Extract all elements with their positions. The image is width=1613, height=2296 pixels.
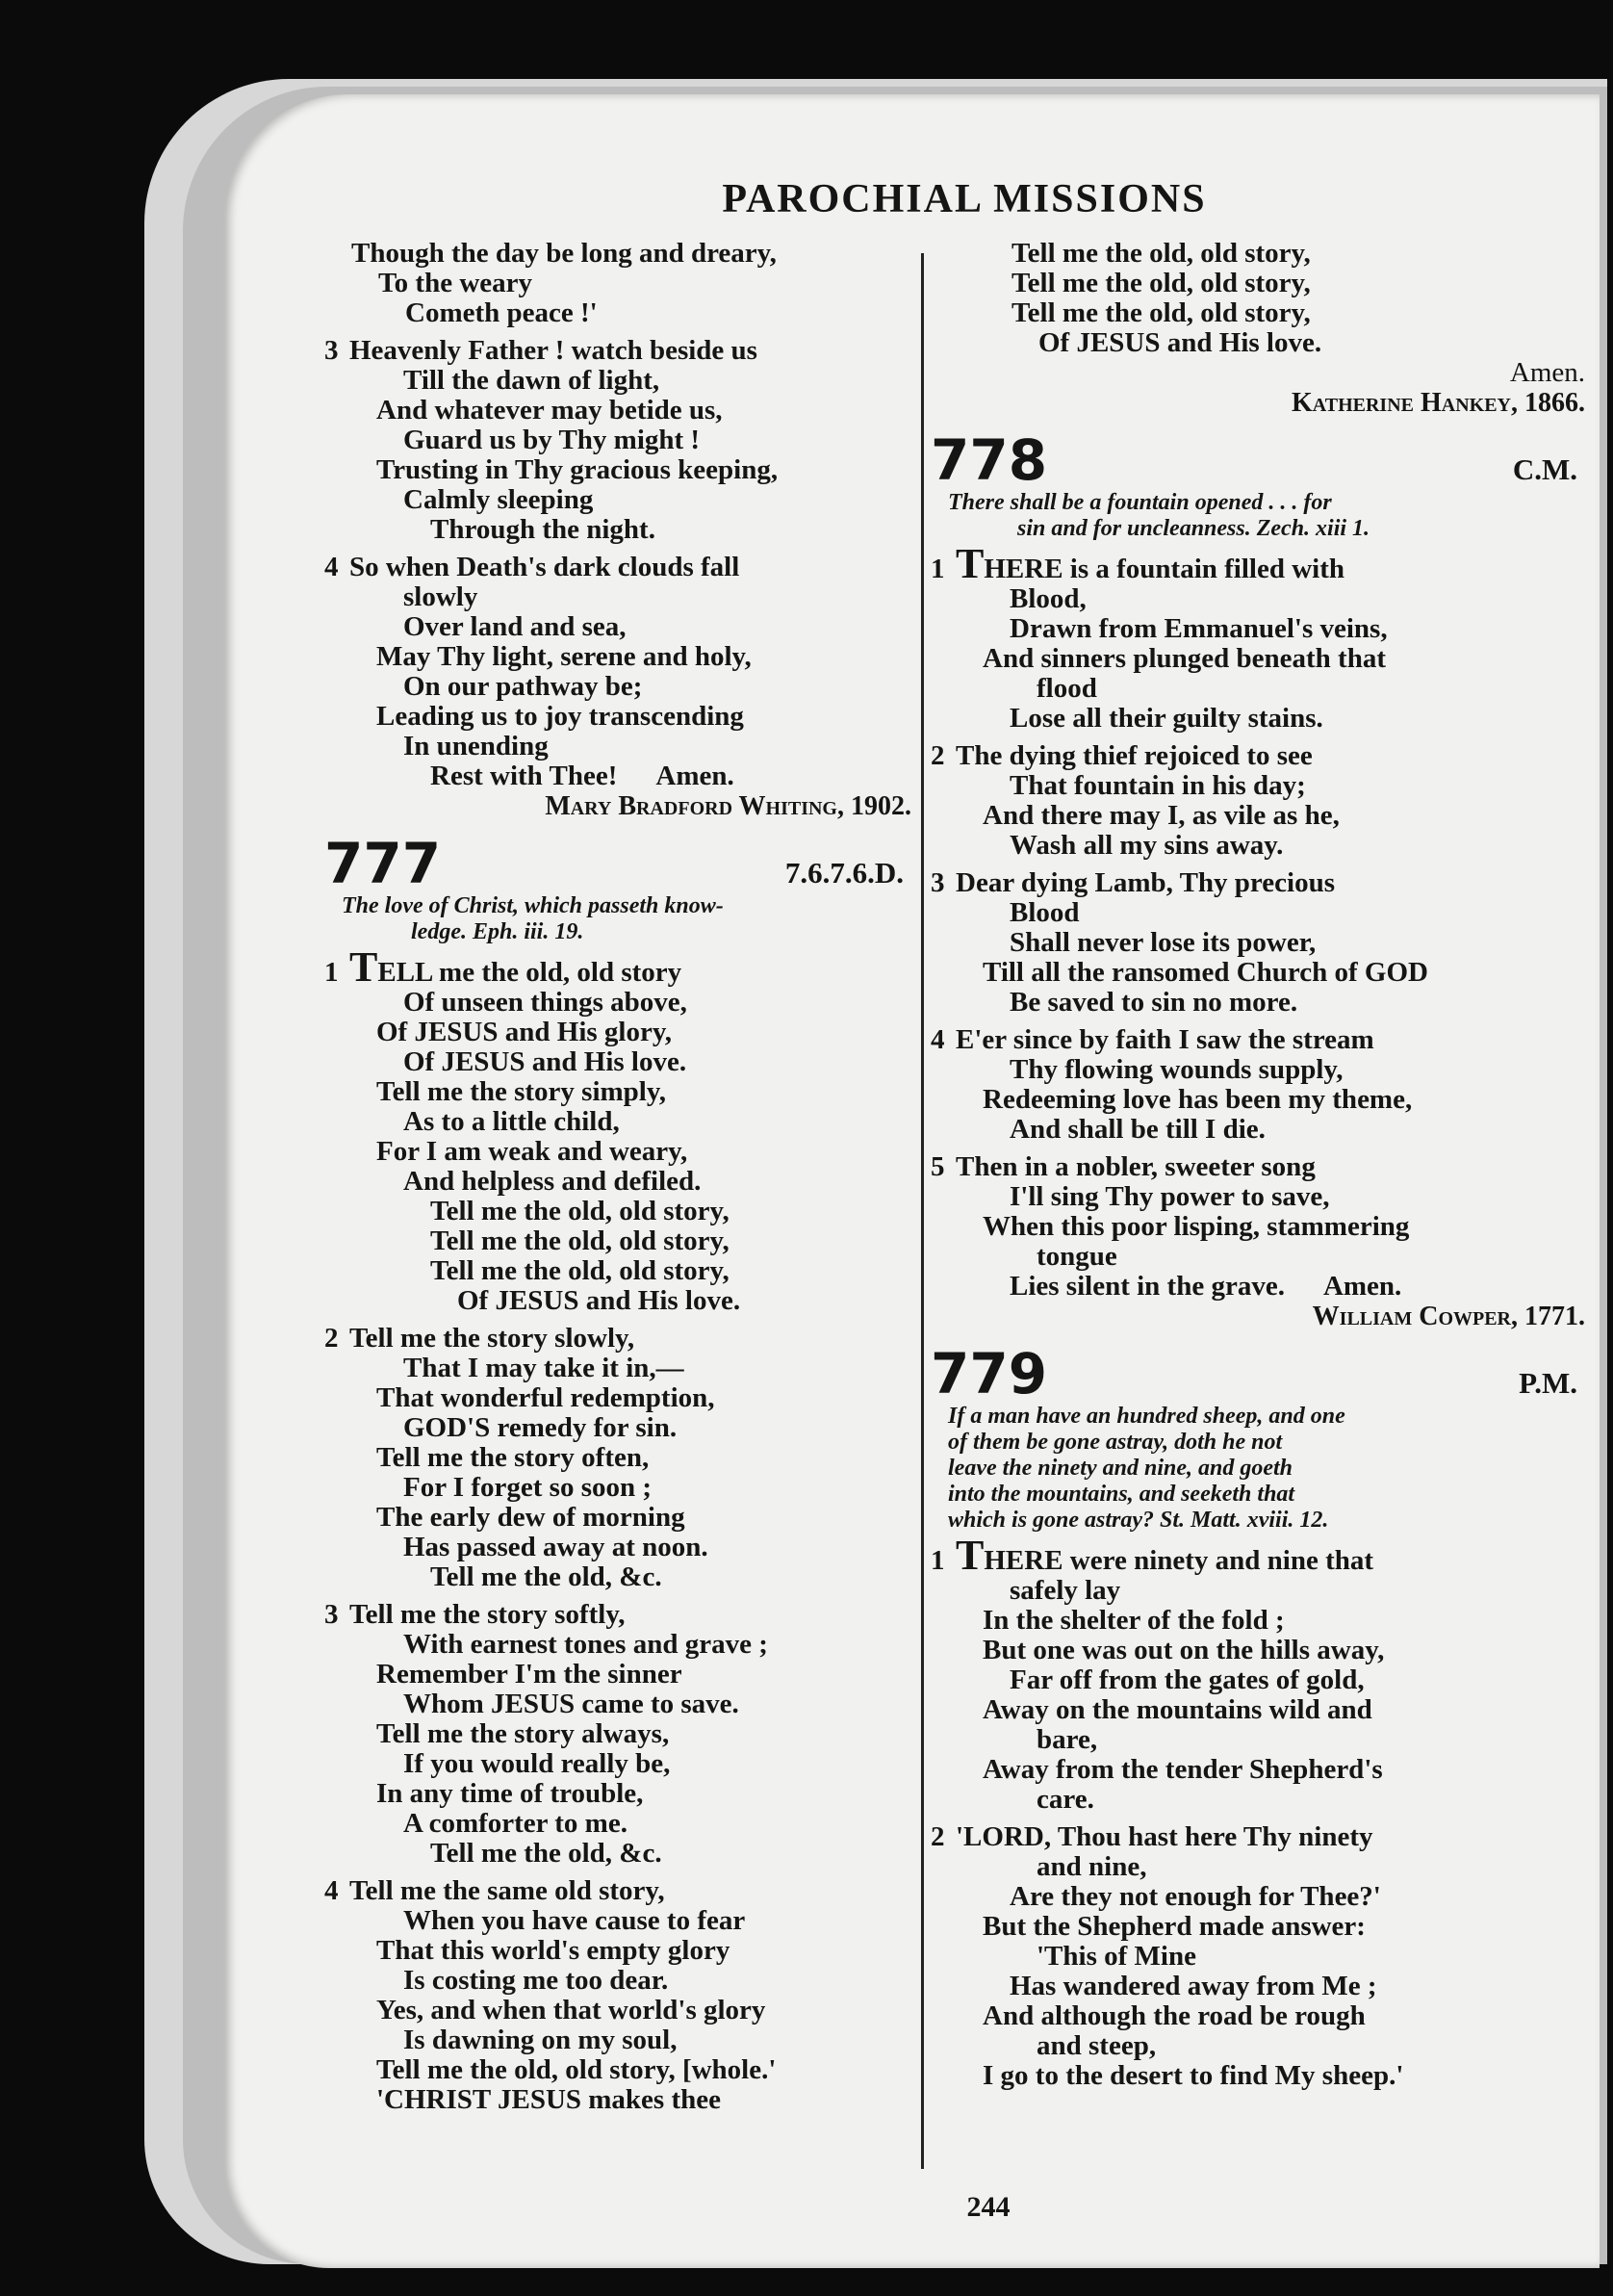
- verse-line: And whatever may betide us,: [376, 395, 723, 426]
- right-column: [931, 239, 1585, 2091]
- amen: Amen.: [1322, 1271, 1402, 1302]
- verse-line: Be saved to sin no more.: [1010, 987, 1298, 1018]
- verse-line: As to a little child,: [403, 1106, 620, 1137]
- verse-line: Rest with Thee! Amen.: [430, 761, 734, 791]
- verse-line: Tell me the old, &c.: [430, 1561, 662, 1592]
- verse-line: In the shelter of the fold ;: [983, 1605, 1285, 1636]
- verse-line: Tell me the story always,: [376, 1718, 670, 1749]
- verse: [931, 741, 1585, 861]
- verse-line: 'CHRIST JESUS makes thee: [376, 2084, 721, 2115]
- verse-line: And sinners plunged beneath that: [983, 643, 1386, 674]
- verse-number: 3: [324, 335, 339, 366]
- verse-line: And there may I, as vile as he,: [983, 800, 1340, 831]
- verse-line-text: So when Death's dark clouds fall: [349, 552, 740, 582]
- verse-line: That I may take it in,—: [403, 1353, 684, 1383]
- verse-number: 2: [931, 1821, 945, 1852]
- scripture-epigraph: into the mountains, and seeketh that: [948, 1482, 1295, 1507]
- verse-line: Wash all my sins away.: [1010, 830, 1284, 861]
- verse-line: Lies silent in the grave. Amen.: [1010, 1271, 1402, 1302]
- verse-line: Tell me the old, old story,: [1011, 297, 1311, 328]
- verse-line: On our pathway be;: [403, 671, 643, 702]
- verse: [931, 868, 1585, 1018]
- verse-line: Guard us by Thy might !: [403, 425, 701, 455]
- verse-line: Of JESUS and His love.: [1038, 327, 1322, 358]
- scripture-epigraph: sin and for uncleanness. Zech. xiii 1.: [1017, 516, 1370, 541]
- verse-line-text: Heavenly Father ! watch beside us: [349, 335, 757, 366]
- verse-line: [931, 1822, 1585, 1852]
- verse-line: Over land and sea,: [403, 611, 627, 642]
- verse-line-text: Dear dying Lamb, Thy precious: [956, 867, 1335, 898]
- verse-line: Tell me the old, old story,: [1011, 268, 1311, 298]
- verse-line-text: Tell me the story softly,: [349, 1599, 626, 1630]
- verse-line: 'This of Mine: [1037, 1941, 1196, 1972]
- verse-line: [931, 1152, 1585, 1182]
- hymn-number: 779: [931, 1341, 1048, 1406]
- hymn-author: Katherine Hankey, 1866.: [1292, 388, 1585, 418]
- verse-number: 4: [931, 1024, 945, 1055]
- verse-line: care.: [1037, 1784, 1094, 1815]
- verse: [324, 336, 911, 545]
- amen: Amen.: [1509, 357, 1585, 388]
- verse-line: Cometh peace !': [405, 297, 598, 328]
- verse-line: Whom JESUS came to save.: [403, 1689, 739, 1719]
- verse-line: In unending: [403, 731, 549, 761]
- verse-line: [324, 1600, 911, 1630]
- verse-number: 1: [931, 1545, 945, 1576]
- verse-line: That wonderful redemption,: [376, 1382, 715, 1413]
- verse-line: Tell me the old, &c.: [430, 1838, 662, 1869]
- verse-line: Till the dawn of light,: [403, 365, 660, 396]
- drop-capital: T: [956, 540, 985, 587]
- verse-line: Trusting in Thy gracious keeping,: [376, 454, 779, 485]
- verse-number: 3: [324, 1599, 339, 1630]
- verse-number: 3: [931, 867, 945, 898]
- verse-line: Tell me the old, old story,: [430, 1225, 730, 1256]
- verse-line: safely lay: [1010, 1575, 1121, 1606]
- verse-line: Far off from the gates of gold,: [1010, 1664, 1365, 1695]
- verse-number: 2: [931, 740, 945, 771]
- verse-line: Shall never lose its power,: [1010, 927, 1317, 958]
- verse-line: But the Shepherd made answer:: [983, 1911, 1366, 1942]
- verse-line: Has passed away at noon.: [403, 1532, 708, 1562]
- verse-line: slowly: [403, 581, 478, 612]
- verse-line: With earnest tones and grave ;: [403, 1629, 768, 1660]
- drop-capital: T: [349, 943, 378, 991]
- hymn-meter: C.M.: [1512, 452, 1577, 486]
- verse: [324, 1600, 911, 1869]
- verse-line: GOD'S remedy for sin.: [403, 1412, 678, 1443]
- verse-number: 4: [324, 552, 339, 582]
- verse-line: Away on the mountains wild and: [983, 1694, 1372, 1725]
- verse-line: Through the night.: [430, 514, 655, 545]
- scripture-epigraph: If a man have an hundred sheep, and one: [948, 1404, 1345, 1429]
- hymn-author: Mary Bradford Whiting, 1902.: [545, 791, 911, 821]
- verse-line: Tell me the old, old story,: [430, 1255, 730, 1286]
- verse-line: That this world's empty glory: [376, 1935, 730, 1966]
- hymn-heading: [931, 427, 1585, 493]
- verse-line: [324, 336, 911, 366]
- verse-line: And shall be till I die.: [1010, 1114, 1266, 1145]
- verse-line: Thy flowing wounds supply,: [1010, 1054, 1344, 1085]
- scripture-epigraph: of them be gone astray, doth he not: [948, 1430, 1283, 1455]
- verse-line: [324, 1324, 911, 1354]
- verse: [931, 1152, 1585, 1302]
- verse-line: For I forget so soon ;: [403, 1472, 653, 1503]
- verse-line: Lose all their guilty stains.: [1010, 703, 1323, 734]
- verse-line: tongue: [1037, 1241, 1117, 1272]
- verse-line: Though the day be long and dreary,: [351, 238, 777, 269]
- verse-line: The early dew of morning: [376, 1502, 685, 1533]
- verse-line: Tell me the old, old story,: [1011, 238, 1311, 269]
- verse-line-text: Then in a nobler, sweeter song: [956, 1151, 1316, 1182]
- verse-line: Remember I'm the sinner: [376, 1659, 682, 1690]
- verse-line: Leading us to joy transcending: [376, 701, 744, 732]
- hymn-meter: 7.6.7.6.D.: [784, 856, 904, 890]
- verse-line: Is dawning on my soul,: [403, 2025, 678, 2055]
- verse-line: and steep,: [1037, 2030, 1157, 2061]
- verse-number: 1: [931, 554, 945, 584]
- verse-line: Tell me the old, old story,: [430, 1196, 730, 1226]
- verse-number: 5: [931, 1151, 945, 1182]
- verse-line: Of JESUS and His love.: [457, 1285, 741, 1316]
- verse-line: But one was out on the hills away,: [983, 1635, 1385, 1665]
- verse: [931, 1025, 1585, 1145]
- verse-line-text: HERE were ninety and nine that: [984, 1545, 1374, 1576]
- hymn-heading: [324, 831, 911, 896]
- amen: Amen.: [655, 761, 734, 791]
- verse: [931, 1532, 1585, 1815]
- scripture-epigraph: The love of Christ, which passeth know-: [342, 893, 724, 918]
- verse-line: And although the road be rough: [983, 2000, 1366, 2031]
- column-divider: [921, 253, 924, 2169]
- hymn-heading: [931, 1341, 1585, 1406]
- verse-line-text: ELL me the old, old story: [377, 957, 682, 988]
- verse-line: Yes, and when that world's glory: [376, 1995, 766, 2025]
- verse: [324, 943, 911, 1316]
- verse-line: [931, 1025, 1585, 1055]
- verse-line: In any time of trouble,: [376, 1778, 644, 1809]
- verse: [931, 540, 1585, 734]
- verse-line: When this poor lisping, stammering: [983, 1211, 1410, 1242]
- left-column: [324, 239, 911, 2115]
- verse: [324, 1324, 911, 1592]
- verse-line-text: Tell me the same old story,: [349, 1875, 665, 1906]
- verse-line: and nine,: [1037, 1851, 1147, 1882]
- verse: [931, 1822, 1585, 2091]
- scripture-epigraph: ledge. Eph. iii. 19.: [411, 919, 584, 944]
- drop-capital: T: [956, 1532, 985, 1579]
- verse-line: [324, 943, 911, 991]
- verse-line: A comforter to me.: [403, 1808, 627, 1839]
- verse-line: [931, 868, 1585, 898]
- verse-line: I'll sing Thy power to save,: [1010, 1181, 1330, 1212]
- page-number: 244: [966, 2191, 1011, 2223]
- verse-line: Tell me the story often,: [376, 1442, 650, 1473]
- verse-line: flood: [1037, 673, 1097, 704]
- verse-line: Drawn from Emmanuel's veins,: [1010, 613, 1388, 644]
- verse-line: [931, 1532, 1585, 1579]
- verse-line: [324, 1876, 911, 1906]
- verse-line: Of JESUS and His love.: [403, 1046, 687, 1077]
- verse-line: Of unseen things above,: [403, 987, 687, 1018]
- verse-line: Blood,: [1010, 583, 1087, 614]
- verse-line: That fountain in his day;: [1010, 770, 1306, 801]
- verse-line: To the weary: [378, 268, 533, 298]
- verse-line: And helpless and defiled.: [403, 1166, 702, 1197]
- verse-line: Blood: [1010, 897, 1080, 928]
- hymn-number: 777: [324, 831, 442, 896]
- verse-line: I go to the desert to find My sheep.': [983, 2060, 1404, 2091]
- verse-line-text: The dying thief rejoiced to see: [956, 740, 1313, 771]
- verse-line-text: E'er since by faith I saw the stream: [956, 1024, 1374, 1055]
- verse-line-text: Tell me the story slowly,: [349, 1323, 635, 1354]
- book-page: [223, 94, 1600, 2268]
- verse-line: If you would really be,: [403, 1748, 671, 1779]
- verse-line: bare,: [1037, 1724, 1098, 1755]
- verse-line: When you have cause to fear: [403, 1905, 746, 1936]
- verse-line: Tell me the story simply,: [376, 1076, 667, 1107]
- verse-line: [324, 553, 911, 582]
- verse-line: May Thy light, serene and holy,: [376, 641, 752, 672]
- verse-line: Has wandered away from Me ;: [1010, 1971, 1377, 2001]
- scripture-epigraph: leave the ninety and nine, and goeth: [948, 1456, 1293, 1481]
- verse-line: Away from the tender Shepherd's: [983, 1754, 1383, 1785]
- verse-line: [931, 741, 1585, 771]
- verse-line: Tell me the old, old story, [whole.': [376, 2054, 777, 2085]
- hymn-author: William Cowper, 1771.: [1312, 1302, 1585, 1331]
- verse-number: 2: [324, 1323, 339, 1354]
- verse-line: Redeeming love has been my theme,: [983, 1084, 1413, 1115]
- verse-line: For I am weak and weary,: [376, 1136, 688, 1167]
- scripture-epigraph: There shall be a fountain opened . . . for: [948, 490, 1332, 515]
- verse-line: Till all the ransomed Church of GOD: [983, 957, 1428, 988]
- verse-line-text: HERE is a fountain filled with: [984, 554, 1345, 584]
- verse-number: 4: [324, 1875, 339, 1906]
- running-header: PAROCHIAL MISSIONS: [722, 177, 1207, 221]
- verse-line: Are they not enough for Thee?': [1010, 1881, 1381, 1912]
- hymn-number: 778: [931, 427, 1048, 493]
- verse-number: 1: [324, 957, 339, 988]
- verse: [324, 1876, 911, 2115]
- scripture-epigraph: which is gone astray? St. Matt. xviii. 12.: [948, 1508, 1329, 1533]
- hymn-meter: P.M.: [1519, 1366, 1577, 1400]
- verse-line: Is costing me too dear.: [403, 1965, 669, 1996]
- verse-line: [931, 540, 1585, 587]
- verse-line: Of JESUS and His glory,: [376, 1017, 672, 1047]
- verse-line: Calmly sleeping: [403, 484, 594, 515]
- verse-line-text: 'LORD, Thou hast here Thy ninety: [956, 1821, 1373, 1852]
- verse: [324, 553, 911, 791]
